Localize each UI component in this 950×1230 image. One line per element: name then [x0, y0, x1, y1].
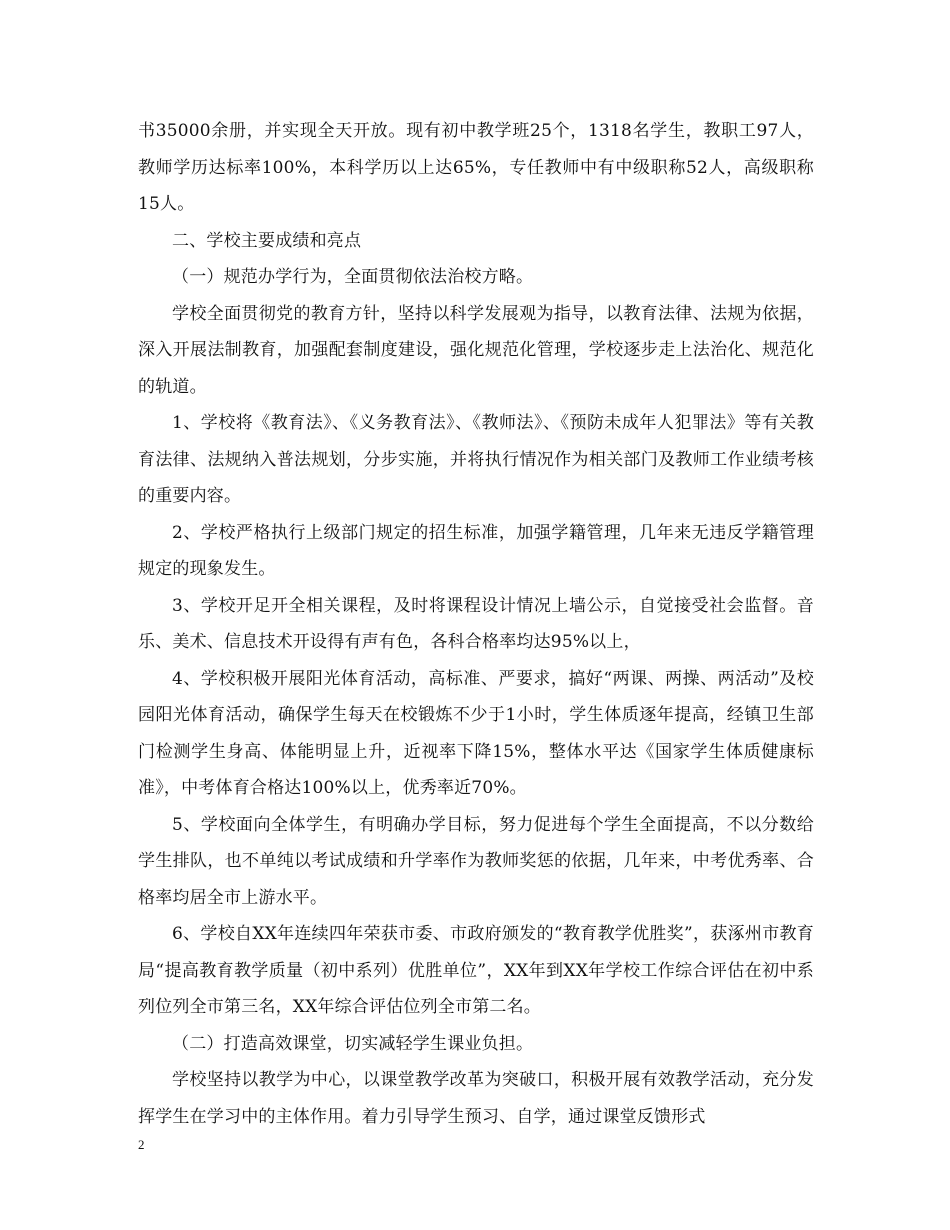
page-number: 2: [138, 1137, 145, 1152]
paragraph-rule-of-law: 学校全面贯彻党的教育方针，坚持以科学发展观为指导，以教育法律、法规为依据，深入开展法制教育，加强配套制度建设，强化规范化管理，学校逐步走上法治化、规范化的轨道。: [138, 303, 814, 397]
paragraph-item-5: 5、学校面向全体学生，有明确办学目标，努力促进每个学生全面提高，不以分数给学生排队，也不单纯以考试成绩和升学率作为教师奖惩的依据，几年来，中考优秀率、合格率均居全市上游水平。: [138, 814, 814, 908]
paragraph-item-1: 1、学校将《教育法》、《义务教育法》、《教师法》、《预防未成年人犯罪法》等有关教育法律、法规纳入普法规划，分步实施，并将执行情况作为相关部门及教师工作业绩考核的重要内容。: [138, 413, 814, 506]
paragraph-continuation: 书35000余册，并实现全天开放。现有初中教学班25个，1318名学生，教职工97人，教师学历达标率100%，本科学历以上达65%，专任教师中有中级职称52人，高级职称15人。: [138, 121, 814, 214]
paragraph-efficient-classroom: 学校坚持以教学为中心，以课堂教学改革为突破口，积极开展有效教学活动，充分发挥学生在学习中的主体作用。着力引导学生预习、自学，通过课堂反馈形式: [138, 1070, 814, 1127]
paragraph-item-3: 3、学校开足开全相关课程，及时将课程设计情况上墙公示，自觉接受社会监督。音乐、美术、信息技术开设得有声有色，各科合格率均达95%以上，: [138, 595, 814, 652]
subsection-heading-1: （一）规范办学行为，全面贯彻依法治校方略。: [172, 267, 534, 287]
paragraph-item-4: 4、学校积极开展阳光体育活动，高标准、严要求，搞好“两课、两操、两活动”及校园阳光体育活动，确保学生每天在校锻炼不少于1小时，学生体质逐年提高，经镇卫生部门检测学生身高、体能明显上升，近视率下降15%，整体水平达《国家学生体质健康标准》，中考体育合格达100%以上，优秀率近70%。: [138, 668, 814, 798]
paragraph-item-2: 2、学校严格执行上级部门规定的招生标准，加强学籍管理，几年来无违反学籍管理规定的现象发生。: [138, 522, 814, 579]
subsection-heading-2: （二）打造高效课堂，切实减轻学生课业负担。: [172, 1033, 534, 1054]
document-body: [138, 113, 814, 1135]
paragraph-item-6: 6、学校自XX年连续四年荣获市委、市政府颁发的“教育教学优胜奖”，获涿州市教育局“提高教育教学质量（初中系列）优胜单位”，XX年到XX年学校工作综合评估在初中系列位列全市第三名，XX年综合评估位列全市第二名。: [138, 924, 814, 1017]
section-heading-achievements: 二、学校主要成绩和亮点: [172, 230, 362, 251]
